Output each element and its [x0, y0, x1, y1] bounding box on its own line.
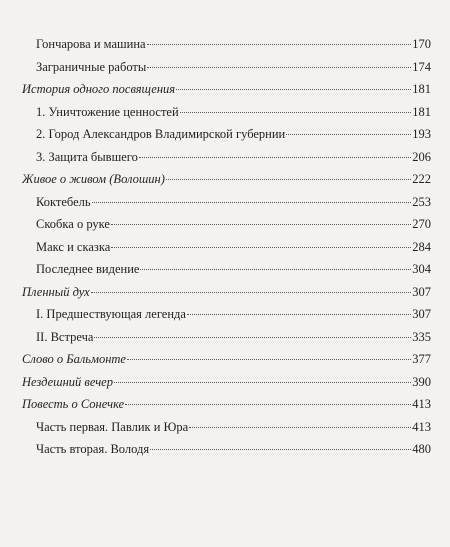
toc-entry: [22, 236, 431, 259]
toc-section-title: История одного посвящения: [22, 82, 176, 96]
toc-entry-page: 335: [412, 329, 431, 344]
dot-leader: [94, 337, 411, 338]
toc-entry-title: 1. Уничтожение ценностей: [36, 104, 179, 119]
toc-section-page: 377: [412, 352, 431, 366]
toc-section-title: Повесть о Сонечке: [22, 397, 125, 411]
toc-entry-title: Скобка о руке: [36, 217, 110, 231]
toc-section-page: 307: [412, 284, 431, 299]
toc-entry-page: 480: [412, 442, 431, 456]
toc-entry-title: II. Встреча: [36, 329, 94, 344]
dot-leader: [176, 89, 411, 90]
toc-entry-page: 270: [412, 217, 431, 231]
toc-entry: [22, 303, 431, 326]
toc-entry: [22, 101, 431, 124]
toc-section: [22, 348, 431, 371]
toc-entry-page: 193: [412, 127, 431, 141]
toc-entry-page: 206: [412, 149, 431, 164]
toc-entry-page: 181: [412, 104, 431, 119]
toc-section: [22, 371, 431, 394]
toc-entry-title: Последнее видение: [36, 262, 140, 276]
toc-entry-title: Заграничные работы: [36, 59, 147, 74]
dot-leader: [111, 224, 411, 225]
toc-entry-title: Коктебель: [36, 194, 91, 209]
toc-entry-title: Гончарова и машина: [36, 37, 146, 51]
toc-entry: [22, 213, 431, 236]
toc-entry-page: 253: [412, 194, 431, 209]
toc-entry-title: 3. Защита бывшего: [36, 149, 138, 164]
toc-section: [22, 168, 431, 191]
toc-entry: [22, 438, 431, 461]
toc-entry-title: I. Предшествующая легенда: [36, 307, 186, 321]
dot-leader: [286, 134, 411, 135]
dot-leader: [114, 382, 411, 383]
toc-section-title: Пленный дух: [22, 284, 90, 299]
toc-entry-title: Макс и сказка: [36, 239, 111, 254]
toc-entry-page: 307: [412, 307, 431, 321]
toc-entry: [22, 123, 431, 146]
dot-leader: [187, 314, 411, 315]
dot-leader: [150, 449, 411, 450]
dot-leader: [139, 157, 411, 158]
toc-section: [22, 281, 431, 304]
toc-entry: [22, 258, 431, 281]
toc-entry-page: 413: [412, 419, 431, 434]
toc-entry-page: 284: [412, 239, 431, 254]
toc-section-title: Слово о Бальмонте: [22, 352, 126, 366]
dot-leader: [111, 247, 411, 248]
toc-entry: [22, 56, 431, 79]
toc-section: [22, 78, 431, 101]
dot-leader: [180, 112, 412, 113]
toc-section-title: Нездешний вечер: [22, 374, 113, 389]
table-of-contents: [22, 33, 431, 461]
toc-entry: [22, 416, 431, 439]
toc-section-page: 181: [412, 82, 431, 96]
toc-entry-title: Часть первая. Павлик и Юра: [36, 419, 189, 434]
toc-entry: [22, 33, 431, 56]
toc-entry-title: 2. Город Александров Владимирской губернии: [36, 127, 286, 141]
dot-leader: [166, 179, 411, 180]
dot-leader: [127, 359, 411, 360]
toc-entry-page: 304: [412, 262, 431, 276]
toc-section: [22, 393, 431, 416]
dot-leader: [189, 427, 411, 428]
toc-section-page: 222: [412, 172, 431, 186]
toc-entry-page: 174: [412, 59, 431, 74]
toc-section-page: 413: [412, 397, 431, 411]
toc-section-page: 390: [412, 374, 431, 389]
dot-leader: [147, 67, 411, 68]
toc-section-title: Живое о живом (Волошин): [22, 172, 165, 186]
dot-leader: [147, 44, 412, 45]
dot-leader: [125, 404, 411, 405]
dot-leader: [92, 202, 412, 203]
toc-entry-title: Часть вторая. Володя: [36, 442, 150, 456]
toc-entry: [22, 146, 431, 169]
toc-entry: [22, 191, 431, 214]
dot-leader: [91, 292, 412, 293]
toc-entry: [22, 326, 431, 349]
dot-leader: [140, 269, 411, 270]
toc-entry-page: 170: [412, 37, 431, 51]
